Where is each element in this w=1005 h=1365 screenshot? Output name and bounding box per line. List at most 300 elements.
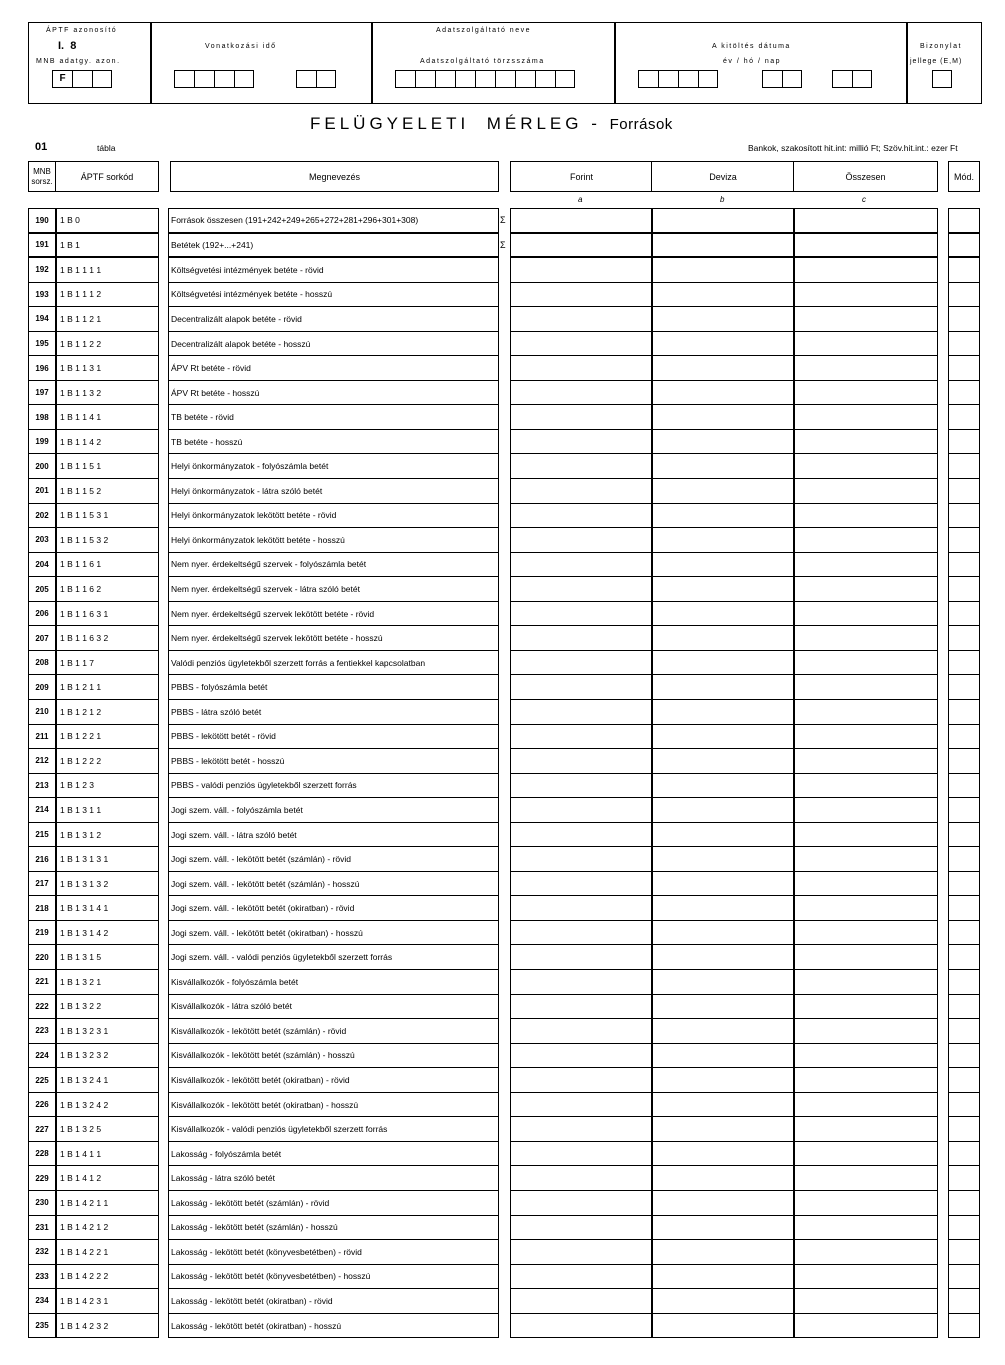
row-forint-cell[interactable]: [511, 896, 651, 921]
torzsszam-box[interactable]: [535, 70, 555, 88]
row-mod-cell[interactable]: [949, 651, 979, 676]
row-mod-cell[interactable]: [949, 258, 979, 283]
row-osszesen-cell[interactable]: [794, 798, 937, 823]
row-sorszam: 199: [29, 430, 55, 455]
row-deviza-cell[interactable]: [652, 675, 793, 700]
row-osszesen-cell[interactable]: [794, 1142, 937, 1167]
row-forint-cell[interactable]: [511, 332, 651, 357]
row-osszesen-cell[interactable]: [794, 356, 937, 381]
row-sorszam: 234: [29, 1289, 55, 1314]
date-box[interactable]: [678, 70, 698, 88]
row-forint-cell[interactable]: [511, 283, 651, 308]
row-label: PBBS - látra szóló betét: [169, 700, 498, 725]
row-sorszam: 230: [29, 1191, 55, 1216]
row-sorszam: 232: [29, 1240, 55, 1265]
row-deviza-cell[interactable]: [652, 307, 793, 332]
row-mod-cell[interactable]: [949, 798, 979, 823]
row-label: Lakosság - látra szóló betét: [169, 1166, 498, 1191]
row-deviza-cell[interactable]: [652, 602, 793, 627]
row-sorszam: 204: [29, 553, 55, 578]
row-mod-cell[interactable]: [949, 1166, 979, 1191]
row-mod-cell[interactable]: [949, 1216, 979, 1241]
row-osszesen-cell[interactable]: [794, 1289, 937, 1314]
row-deviza-cell[interactable]: [652, 381, 793, 406]
row-forint-cell[interactable]: [511, 1142, 651, 1167]
row-aptf-code: 1 B 1 4 2 2 1: [56, 1240, 158, 1265]
row-mod-cell[interactable]: [949, 1240, 979, 1265]
row-osszesen-cell[interactable]: [794, 1044, 937, 1069]
row-mod-cell[interactable]: [949, 455, 979, 480]
date-box[interactable]: [658, 70, 678, 88]
vonatkozasi-boxes[interactable]: [296, 70, 336, 88]
row-deviza-cell[interactable]: [652, 626, 793, 651]
date-box[interactable]: [762, 70, 782, 88]
header-divider: [906, 22, 908, 104]
row-deviza-cell[interactable]: [652, 774, 793, 799]
row-aptf-code: 1 B 1 1 2 2: [56, 332, 158, 357]
title-sub: Források: [609, 116, 673, 133]
row-label: ÁPV Rt betéte - rövid: [169, 356, 498, 381]
row-osszesen-cell[interactable]: [794, 872, 937, 897]
row-mod-cell[interactable]: [949, 970, 979, 995]
row-label: Jogi szem. váll. - látra szóló betét: [169, 823, 498, 848]
row-mod-cell[interactable]: [949, 1093, 979, 1118]
mnb-id-box[interactable]: [92, 70, 112, 88]
row-deviza-cell[interactable]: [652, 1117, 793, 1142]
torzsszam-box[interactable]: [555, 70, 575, 88]
row-deviza-cell[interactable]: [652, 479, 793, 504]
torzsszam-box[interactable]: [515, 70, 535, 88]
row-mod-cell[interactable]: [949, 1289, 979, 1314]
row-aptf-code: 1 B 1 3 2 3 1: [56, 1019, 158, 1044]
row-deviza-cell[interactable]: [652, 504, 793, 529]
row-osszesen-cell[interactable]: [794, 283, 937, 308]
row-deviza-cell[interactable]: [652, 823, 793, 848]
row-mod-cell[interactable]: [949, 823, 979, 848]
row-aptf-code: 1 B 1 1 5 2: [56, 479, 158, 504]
row-osszesen-cell[interactable]: [794, 995, 937, 1020]
row-osszesen-cell[interactable]: [794, 577, 937, 602]
row-deviza-cell[interactable]: [652, 455, 793, 480]
kitoltes-year-boxes[interactable]: [638, 70, 718, 88]
row-forint-cell[interactable]: [511, 602, 651, 627]
row-mod-cell[interactable]: [949, 1142, 979, 1167]
row-osszesen-cell[interactable]: [794, 209, 937, 234]
row-deviza-cell[interactable]: [652, 1166, 793, 1191]
row-sorszam: 194: [29, 307, 55, 332]
row-forint-cell[interactable]: [511, 504, 651, 529]
row-deviza-cell[interactable]: [652, 700, 793, 725]
row-osszesen-cell[interactable]: [794, 553, 937, 578]
row-deviza-cell[interactable]: [652, 1068, 793, 1093]
row-sorszam: 207: [29, 626, 55, 651]
row-mod-cell[interactable]: [949, 577, 979, 602]
row-mod-cell[interactable]: [949, 430, 979, 455]
row-forint-cell[interactable]: [511, 725, 651, 750]
row-sorszam: 224: [29, 1044, 55, 1069]
row-forint-cell[interactable]: [511, 1314, 651, 1339]
row-deviza-cell[interactable]: [652, 995, 793, 1020]
row-aptf-code: 1 B 1: [56, 234, 158, 259]
row-forint-cell[interactable]: [511, 1166, 651, 1191]
row-mod-cell[interactable]: [949, 1044, 979, 1069]
row-label: Jogi szem. váll. - lekötött betét (számlán) - rövid: [169, 847, 498, 872]
row-mod-cell[interactable]: [949, 307, 979, 332]
row-osszesen-cell[interactable]: [794, 258, 937, 283]
row-forint-cell[interactable]: [511, 823, 651, 848]
row-deviza-cell[interactable]: [652, 234, 793, 259]
row-mod-cell[interactable]: [949, 283, 979, 308]
row-forint-cell[interactable]: [511, 356, 651, 381]
row-mod-cell[interactable]: [949, 872, 979, 897]
row-label: Decentralizált alapok betéte - hosszú: [169, 332, 498, 357]
row-osszesen-cell[interactable]: [794, 307, 937, 332]
row-osszesen-cell[interactable]: [794, 1166, 937, 1191]
row-forint-cell[interactable]: [511, 995, 651, 1020]
row-forint-cell[interactable]: [511, 258, 651, 283]
row-sorszam: 228: [29, 1142, 55, 1167]
table-word: tábla: [97, 143, 116, 153]
row-osszesen-cell[interactable]: [794, 675, 937, 700]
aptf-label: ÁPTF azonosító: [46, 27, 118, 34]
row-mod-cell[interactable]: [949, 700, 979, 725]
row-deviza-cell[interactable]: [652, 577, 793, 602]
date-box[interactable]: [174, 70, 194, 88]
row-osszesen-cell[interactable]: [794, 896, 937, 921]
row-deviza-cell[interactable]: [652, 1191, 793, 1216]
row-deviza-cell[interactable]: [652, 798, 793, 823]
row-deviza-cell[interactable]: [652, 1240, 793, 1265]
row-mod-cell[interactable]: [949, 504, 979, 529]
row-aptf-code: 1 B 1 1 2 1: [56, 307, 158, 332]
row-forint-cell[interactable]: [511, 847, 651, 872]
row-mod-cell[interactable]: [949, 602, 979, 627]
row-deviza-cell[interactable]: [652, 725, 793, 750]
row-mod-cell[interactable]: [949, 995, 979, 1020]
row-mod-cell[interactable]: [949, 1019, 979, 1044]
row-deviza-cell[interactable]: [652, 1093, 793, 1118]
row-osszesen-cell[interactable]: [794, 528, 937, 553]
torzsszam-box[interactable]: [435, 70, 455, 88]
row-osszesen-cell[interactable]: [794, 479, 937, 504]
row-mod-cell[interactable]: [949, 356, 979, 381]
row-osszesen-cell[interactable]: [794, 1019, 937, 1044]
kitoltes-day-boxes[interactable]: [832, 70, 872, 88]
row-osszesen-cell[interactable]: [794, 946, 937, 971]
kitoltes-month-boxes[interactable]: [762, 70, 802, 88]
row-label: Kisvállalkozók - lekötött betét (okiratban) - rövid: [169, 1068, 498, 1093]
row-sorszam: 208: [29, 651, 55, 676]
row-osszesen-cell[interactable]: [794, 381, 937, 406]
row-forint-cell[interactable]: [511, 798, 651, 823]
row-sorszam: 190: [29, 209, 55, 234]
row-mod-cell[interactable]: [949, 725, 979, 750]
date-box[interactable]: [852, 70, 872, 88]
bizonylat-label: Bizonylat: [920, 43, 962, 50]
row-osszesen-cell[interactable]: [794, 602, 937, 627]
row-mod-cell[interactable]: [949, 381, 979, 406]
row-deviza-cell[interactable]: [652, 553, 793, 578]
col-forint: [510, 161, 653, 192]
row-mod-cell[interactable]: [949, 946, 979, 971]
date-box[interactable]: [194, 70, 214, 88]
row-osszesen-cell[interactable]: [794, 455, 937, 480]
date-box[interactable]: [782, 70, 802, 88]
row-osszesen-cell[interactable]: [794, 504, 937, 529]
row-forint-cell[interactable]: [511, 528, 651, 553]
row-forint-cell[interactable]: [511, 455, 651, 480]
row-mod-cell[interactable]: [949, 1117, 979, 1142]
row-mod-cell[interactable]: [949, 405, 979, 430]
row-deviza-cell[interactable]: [652, 847, 793, 872]
row-deviza-cell[interactable]: [652, 651, 793, 676]
date-box[interactable]: [234, 70, 254, 88]
mnb-id-box[interactable]: [72, 70, 92, 88]
row-sorszam: 222: [29, 995, 55, 1020]
row-label: Kisvállalkozók - lekötött betét (számlán) - hosszú: [169, 1044, 498, 1069]
row-sorszam: 206: [29, 602, 55, 627]
col-osszesen: [793, 161, 938, 192]
row-mod-cell[interactable]: [949, 1191, 979, 1216]
row-aptf-code: 1 B 1 3 1 3 1: [56, 847, 158, 872]
date-box[interactable]: [698, 70, 718, 88]
date-box[interactable]: [296, 70, 316, 88]
row-forint-cell[interactable]: [511, 1019, 651, 1044]
row-osszesen-cell[interactable]: [794, 774, 937, 799]
row-osszesen-cell[interactable]: [794, 1314, 937, 1339]
row-deviza-cell[interactable]: [652, 946, 793, 971]
torzsszam-boxes[interactable]: [395, 70, 575, 88]
row-forint-cell[interactable]: [511, 430, 651, 455]
row-deviza-cell[interactable]: [652, 1314, 793, 1339]
row-forint-cell[interactable]: [511, 1093, 651, 1118]
row-mod-cell[interactable]: [949, 553, 979, 578]
torzsszam-box[interactable]: [415, 70, 435, 88]
row-sorszam: 197: [29, 381, 55, 406]
row-sorszam: 225: [29, 1068, 55, 1093]
row-forint-cell[interactable]: [511, 921, 651, 946]
row-forint-cell[interactable]: [511, 1240, 651, 1265]
vonatkozasi-boxes[interactable]: [174, 70, 254, 88]
row-forint-cell[interactable]: [511, 234, 651, 259]
col-deviza: [651, 161, 795, 192]
row-sorszam: 220: [29, 946, 55, 971]
row-osszesen-cell[interactable]: [794, 1216, 937, 1241]
row-forint-cell[interactable]: [511, 405, 651, 430]
row-sorszam: 210: [29, 700, 55, 725]
row-mod-cell[interactable]: [949, 675, 979, 700]
row-label: Lakosság - lekötött betét (számlán) - rövid: [169, 1191, 498, 1216]
row-osszesen-cell[interactable]: [794, 1093, 937, 1118]
row-mod-cell[interactable]: [949, 332, 979, 357]
row-aptf-code: 1 B 1 3 2 4 2: [56, 1093, 158, 1118]
row-forint-cell[interactable]: [511, 970, 651, 995]
row-aptf-code: 1 B 1 1 4 1: [56, 405, 158, 430]
row-aptf-code: 1 B 1 4 2 2 2: [56, 1265, 158, 1290]
torzsszam-box[interactable]: [395, 70, 415, 88]
row-osszesen-cell[interactable]: [794, 823, 937, 848]
row-deviza-cell[interactable]: [652, 209, 793, 234]
row-forint-cell[interactable]: [511, 1191, 651, 1216]
row-forint-cell[interactable]: [511, 1117, 651, 1142]
row-forint-cell[interactable]: [511, 381, 651, 406]
row-osszesen-cell[interactable]: [794, 430, 937, 455]
col-mnb-sorsz-label: MNB sorsz.: [31, 166, 53, 186]
row-forint-cell[interactable]: [511, 577, 651, 602]
row-deviza-cell[interactable]: [652, 528, 793, 553]
row-sorszam: 219: [29, 921, 55, 946]
row-mod-cell[interactable]: [949, 209, 979, 234]
row-mod-cell[interactable]: [949, 896, 979, 921]
date-box[interactable]: [832, 70, 852, 88]
row-forint-cell[interactable]: [511, 946, 651, 971]
row-forint-cell[interactable]: [511, 651, 651, 676]
col-mnb-sorsz: [28, 161, 56, 192]
row-osszesen-cell[interactable]: [794, 332, 937, 357]
date-box[interactable]: [638, 70, 658, 88]
mnb-id-boxes[interactable]: [52, 70, 112, 88]
row-aptf-code: 1 B 1 4 1 1: [56, 1142, 158, 1167]
row-deviza-cell[interactable]: [652, 1142, 793, 1167]
col-deviza-label: Deviza: [709, 171, 737, 182]
row-osszesen-cell[interactable]: [794, 651, 937, 676]
row-forint-cell[interactable]: [511, 479, 651, 504]
row-osszesen-cell[interactable]: [794, 1117, 937, 1142]
row-label: Decentralizált alapok betéte - rövid: [169, 307, 498, 332]
torzsszam-box[interactable]: [475, 70, 495, 88]
row-mod-cell[interactable]: [949, 847, 979, 872]
jellege-input[interactable]: [932, 70, 952, 88]
row-deviza-cell[interactable]: [652, 332, 793, 357]
row-aptf-code: 1 B 1 1 6 2: [56, 577, 158, 602]
row-deviza-cell[interactable]: [652, 1216, 793, 1241]
row-osszesen-cell[interactable]: [794, 700, 937, 725]
row-osszesen-cell[interactable]: [794, 725, 937, 750]
row-forint-cell[interactable]: [511, 774, 651, 799]
units-note: Bankok, szakosított hit.int: millió Ft; Szöv.hit.int.: ezer Ft: [748, 143, 958, 153]
row-mod-cell[interactable]: [949, 774, 979, 799]
row-osszesen-cell[interactable]: [794, 970, 937, 995]
row-forint-cell[interactable]: [511, 209, 651, 234]
header-divider: [371, 22, 373, 104]
row-mod-cell[interactable]: [949, 626, 979, 651]
row-osszesen-cell[interactable]: [794, 626, 937, 651]
row-sorszam: 231: [29, 1216, 55, 1241]
row-forint-cell[interactable]: [511, 675, 651, 700]
row-sorszam: 229: [29, 1166, 55, 1191]
row-osszesen-cell[interactable]: [794, 921, 937, 946]
row-deviza-cell[interactable]: [652, 1265, 793, 1290]
date-box[interactable]: [214, 70, 234, 88]
row-deviza-cell[interactable]: [652, 970, 793, 995]
row-deviza-cell[interactable]: [652, 1019, 793, 1044]
row-forint-cell[interactable]: [511, 872, 651, 897]
jellege-box[interactable]: [932, 70, 952, 88]
row-label: Kisvállalkozók - valódi penziós ügyletekből szerzett forrás: [169, 1117, 498, 1142]
row-osszesen-cell[interactable]: [794, 234, 937, 259]
row-deviza-cell[interactable]: [652, 1289, 793, 1314]
row-deviza-cell[interactable]: [652, 283, 793, 308]
row-osszesen-cell[interactable]: [794, 405, 937, 430]
row-deviza-cell[interactable]: [652, 921, 793, 946]
row-label: Kisvállalkozók - látra szóló betét: [169, 995, 498, 1020]
row-sorszam: 202: [29, 504, 55, 529]
row-aptf-code: 1 B 1 3 1 4 2: [56, 921, 158, 946]
row-deviza-cell[interactable]: [652, 896, 793, 921]
row-osszesen-cell[interactable]: [794, 1265, 937, 1290]
mnb-id-box[interactable]: F: [52, 70, 72, 88]
col-mod-label: Mód.: [953, 171, 974, 182]
row-mod-cell[interactable]: [949, 479, 979, 504]
row-deviza-cell[interactable]: [652, 356, 793, 381]
row-label: Lakosság - folyószámla betét: [169, 1142, 498, 1167]
row-sorszam: 209: [29, 675, 55, 700]
row-label: TB betéte - hosszú: [169, 430, 498, 455]
row-forint-cell[interactable]: [511, 626, 651, 651]
row-aptf-code: 1 B 1 3 2 2: [56, 995, 158, 1020]
row-forint-cell[interactable]: [511, 1068, 651, 1093]
row-label: Helyi önkormányzatok lekötött betéte - hosszú: [169, 528, 498, 553]
row-forint-cell[interactable]: [511, 1044, 651, 1069]
table-number: 01: [35, 141, 48, 153]
row-osszesen-cell[interactable]: [794, 1068, 937, 1093]
row-forint-cell[interactable]: [511, 1216, 651, 1241]
row-mod-cell[interactable]: [949, 1314, 979, 1339]
row-mod-cell[interactable]: [949, 1265, 979, 1290]
row-aptf-code: 1 B 1 4 2 3 1: [56, 1289, 158, 1314]
row-aptf-code: 1 B 1 1 6 3 2: [56, 626, 158, 651]
row-mod-cell[interactable]: [949, 1068, 979, 1093]
row-mod-cell[interactable]: [949, 921, 979, 946]
row-aptf-code: 1 B 1 2 1 2: [56, 700, 158, 725]
row-label: Kisvállalkozók - folyószámla betét: [169, 970, 498, 995]
row-forint-cell[interactable]: [511, 700, 651, 725]
row-aptf-code: 1 B 1 3 2 1: [56, 970, 158, 995]
row-aptf-code: 1 B 1 1 3 2: [56, 381, 158, 406]
torzsszam-box[interactable]: [455, 70, 475, 88]
date-box[interactable]: [316, 70, 336, 88]
row-osszesen-cell[interactable]: [794, 1240, 937, 1265]
row-forint-cell[interactable]: [511, 749, 651, 774]
row-sorszam: 215: [29, 823, 55, 848]
row-osszesen-cell[interactable]: [794, 847, 937, 872]
row-label: Valódi penziós ügyletekből szerzett forrás a fentiekkel kapcsolatban: [169, 651, 498, 676]
row-forint-cell[interactable]: [511, 553, 651, 578]
row-forint-cell[interactable]: [511, 307, 651, 332]
row-mod-cell[interactable]: [949, 234, 979, 259]
aptf-value: I. 8: [58, 40, 77, 52]
row-deviza-cell[interactable]: [652, 1044, 793, 1069]
row-mod-cell[interactable]: [949, 528, 979, 553]
row-deviza-cell[interactable]: [652, 749, 793, 774]
row-label: Források összesen (191+242+249+265+272+281+296+301+308): [169, 209, 498, 234]
row-deviza-cell[interactable]: [652, 405, 793, 430]
row-deviza-cell[interactable]: [652, 258, 793, 283]
row-label: Helyi önkormányzatok - folyószámla betét: [169, 455, 498, 480]
row-sorszam: 214: [29, 798, 55, 823]
row-deviza-cell[interactable]: [652, 872, 793, 897]
row-osszesen-cell[interactable]: [794, 1191, 937, 1216]
row-forint-cell[interactable]: [511, 1265, 651, 1290]
row-osszesen-cell[interactable]: [794, 749, 937, 774]
row-aptf-code: 1 B 1 3 1 3 2: [56, 872, 158, 897]
row-forint-cell[interactable]: [511, 1289, 651, 1314]
row-mod-cell[interactable]: [949, 749, 979, 774]
row-deviza-cell[interactable]: [652, 430, 793, 455]
torzsszam-box[interactable]: [495, 70, 515, 88]
row-label: Nem nyer. érdekeltségű szervek lekötött betéte - hosszú: [169, 626, 498, 651]
row-label: Nem nyer. érdekeltségű szervek lekötött betéte - rövid: [169, 602, 498, 627]
